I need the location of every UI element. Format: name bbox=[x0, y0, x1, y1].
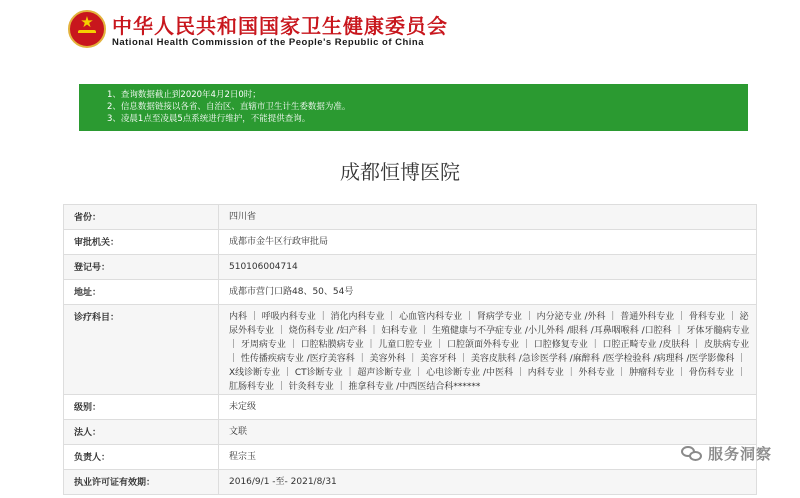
watermark bbox=[681, 443, 772, 464]
level-label: 级别： bbox=[64, 395, 219, 420]
notice-line: 1、查询数据截止到2020年4月2日0时； bbox=[107, 90, 261, 100]
table-row bbox=[64, 305, 757, 395]
hospital-name: 成都恒博医院 bbox=[340, 160, 460, 184]
site-header bbox=[64, 8, 474, 52]
approval-label: 审批机关： bbox=[64, 230, 219, 255]
address-label: 地址： bbox=[64, 280, 219, 305]
table-row bbox=[64, 470, 757, 495]
registration-value: 510106004714 bbox=[219, 255, 757, 280]
license-validity-label: 执业许可证有效期： bbox=[64, 470, 219, 495]
table-row bbox=[64, 205, 757, 230]
notice-line: 3、凌晨1点至凌晨5点系统进行维护，不能提供查询。 bbox=[107, 114, 311, 124]
legal-person-value: 文联 bbox=[219, 420, 757, 445]
org-name-cn: 中华人民共和国国家卫生健康委员会 bbox=[112, 14, 448, 38]
license-validity-value: 2016/9/1 -至- 2021/8/31 bbox=[219, 470, 757, 495]
table-row bbox=[64, 445, 757, 470]
legal-person-label: 法人： bbox=[64, 420, 219, 445]
hospital-info-table bbox=[63, 204, 757, 495]
table-row bbox=[64, 255, 757, 280]
subjects-value: 内科 ｜ 呼吸内科专业 ｜ 消化内科专业 ｜ 心血管内科专业 ｜ 肾病学专业 ｜ 内分泌专业 /外科 ｜ 普通外科专业 ｜ 骨科专业 ｜ 泌尿外科专业 ｜ 烧伤科专业 /妇产科 ｜ 妇科专业 ｜ 生殖健康与不孕症专业 /小儿外科 /眼科 /耳鼻咽喉科 /口腔科 ｜ 牙体牙髓病专业 ｜ 牙周病专业 ｜ 口腔粘膜病专业 ｜ 儿童口腔专业 ｜ 口腔颌面外科专业 ｜ 口腔修复专业 ｜ 口腔正畸专业 /皮肤科 ｜ 皮肤病专业 ｜ 性传播疾病专业 /医疗美容科 ｜ 美容外科 ｜ 美容牙科 ｜ 美容皮肤科 /急诊医学科 /麻醉科 /医学检验科 /病理科 /医学影像科 ｜ X线诊断专业 ｜ CT诊断专业 ｜ 超声诊断专业 ｜ 心电诊断专业 /中医科 ｜ 内科专业 ｜ 外科专业 ｜ 肿瘤科专业 ｜ 骨伤科专业 ｜ 肛肠科专业 ｜ 针灸科专业 ｜ 推拿科专业 /中西医结合科****** bbox=[219, 305, 757, 395]
subjects-label: 诊疗科目： bbox=[64, 305, 219, 395]
principal-label: 负责人： bbox=[64, 445, 219, 470]
address-value: 成都市营门口路48、50、54号 bbox=[219, 280, 757, 305]
table-row bbox=[64, 230, 757, 255]
registration-label: 登记号： bbox=[64, 255, 219, 280]
principal-value: 程宗玉 bbox=[219, 445, 757, 470]
approval-value: 成都市金牛区行政审批局 bbox=[219, 230, 757, 255]
table-row bbox=[64, 420, 757, 445]
watermark-text: 服务洞察 bbox=[707, 445, 772, 463]
wechat-icon bbox=[681, 446, 703, 462]
province-value: 四川省 bbox=[219, 205, 757, 230]
notice-banner bbox=[79, 84, 748, 131]
province-label: 省份： bbox=[64, 205, 219, 230]
table-row bbox=[64, 280, 757, 305]
national-emblem-icon bbox=[68, 10, 106, 48]
org-name-en: National Health Commission of the People's Republic of China bbox=[112, 37, 425, 48]
notice-line: 2、信息数据链接以各省、自治区、直辖市卫生计生委数据为准。 bbox=[107, 102, 351, 112]
level-value: 未定级 bbox=[219, 395, 757, 420]
table-row bbox=[64, 395, 757, 420]
